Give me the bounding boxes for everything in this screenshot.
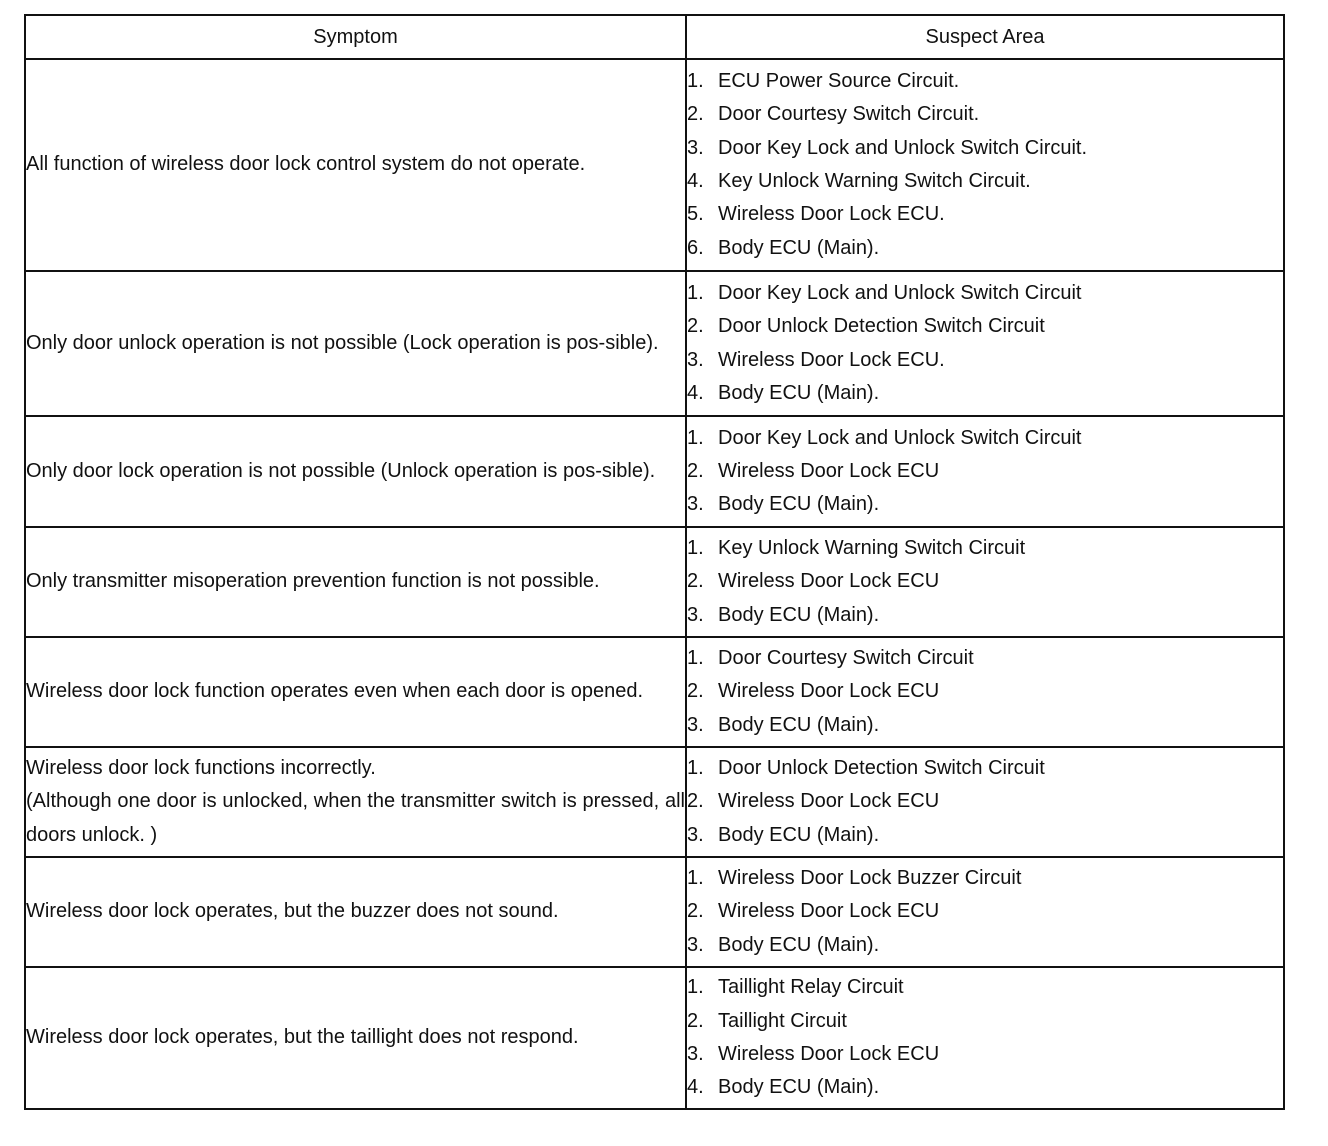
suspect-area-item-number: 3. bbox=[687, 348, 704, 371]
table-row bbox=[25, 857, 1284, 967]
suspect-area-item-number: 1. bbox=[687, 976, 704, 999]
suspect-area-item bbox=[687, 198, 1283, 231]
symptom-cell bbox=[25, 271, 686, 416]
suspect-area-item-number: 3. bbox=[687, 603, 704, 626]
suspect-area-list bbox=[687, 752, 1283, 852]
suspect-area-item bbox=[687, 752, 1283, 785]
suspect-area-item bbox=[687, 377, 1283, 410]
suspect-area-list bbox=[687, 277, 1283, 410]
suspect-area-item-text: Key Unlock Warning Switch Circuit. bbox=[718, 170, 1031, 192]
suspect-area-item bbox=[687, 785, 1283, 818]
suspect-area-item bbox=[687, 165, 1283, 198]
column-header-suspect-area: Suspect Area bbox=[686, 15, 1284, 59]
suspect-area-cell bbox=[686, 527, 1284, 637]
suspect-area-item bbox=[687, 675, 1283, 708]
suspect-area-item-number: 1. bbox=[687, 647, 704, 670]
suspect-area-item-text: Wireless Door Lock ECU bbox=[718, 570, 940, 593]
symptom-text: Wireless door lock function operates even when each door is opened. bbox=[26, 680, 644, 703]
suspect-area-item-number: 2. bbox=[687, 1009, 704, 1032]
diagnosis-table bbox=[24, 14, 1285, 1110]
suspect-area-cell bbox=[686, 271, 1284, 416]
suspect-area-item-text: Wireless Door Lock ECU bbox=[718, 680, 940, 703]
suspect-area-item-text: Body ECU (Main). bbox=[718, 713, 880, 736]
table-row bbox=[25, 59, 1284, 271]
suspect-area-cell bbox=[686, 967, 1284, 1109]
suspect-area-item-text: Wireless Door Lock ECU. bbox=[718, 203, 945, 226]
table-row bbox=[25, 637, 1284, 747]
suspect-area-cell bbox=[686, 857, 1284, 967]
suspect-area-list bbox=[687, 532, 1283, 632]
suspect-area-item bbox=[687, 98, 1283, 131]
suspect-area-item-number: 2. bbox=[687, 459, 704, 482]
suspect-area-item-text: Door Key Lock and Unlock Switch Circuit. bbox=[718, 136, 1088, 159]
suspect-area-item-text: Taillight Relay Circuit bbox=[718, 976, 904, 999]
table-body bbox=[25, 59, 1284, 1109]
table-row bbox=[25, 527, 1284, 637]
suspect-area-item bbox=[687, 232, 1283, 265]
suspect-area-item-text: Wireless Door Lock ECU bbox=[718, 459, 940, 482]
suspect-area-item-text: Body ECU (Main). bbox=[718, 381, 880, 404]
suspect-area-item bbox=[687, 819, 1283, 852]
suspect-area-item-text: Wireless Door Lock ECU bbox=[718, 1043, 940, 1065]
table-row bbox=[25, 416, 1284, 527]
suspect-area-item bbox=[687, 488, 1283, 521]
suspect-area-item bbox=[687, 532, 1283, 565]
suspect-area-item-number: 4. bbox=[687, 170, 704, 192]
suspect-area-item bbox=[687, 929, 1283, 962]
symptom-cell bbox=[25, 857, 686, 967]
table-header-row bbox=[25, 15, 1284, 59]
suspect-area-item-number: 4. bbox=[687, 381, 704, 404]
suspect-area-item-number: 1. bbox=[687, 867, 704, 890]
suspect-area-item-number: 2. bbox=[687, 103, 704, 126]
suspect-area-item bbox=[687, 1071, 1283, 1104]
suspect-area-item-number: 4. bbox=[687, 1076, 704, 1099]
suspect-area-item-number: 1. bbox=[687, 757, 704, 780]
suspect-area-cell bbox=[686, 637, 1284, 747]
suspect-area-item-text: Body ECU (Main). bbox=[718, 823, 880, 846]
suspect-area-item-number: 2. bbox=[687, 680, 704, 703]
column-header-symptom: Symptom bbox=[25, 15, 686, 59]
suspect-area-item bbox=[687, 862, 1283, 895]
suspect-area-item-text: Wireless Door Lock ECU. bbox=[718, 348, 945, 371]
suspect-area-item-text: Taillight Circuit bbox=[718, 1009, 847, 1032]
suspect-area-item-number: 5. bbox=[687, 203, 704, 226]
suspect-area-item bbox=[687, 971, 1283, 1004]
symptom-cell bbox=[25, 416, 686, 527]
suspect-area-item-number: 2. bbox=[687, 790, 704, 813]
suspect-area-item-number: 1. bbox=[687, 281, 704, 304]
suspect-area-cell bbox=[686, 59, 1284, 271]
suspect-area-item-text: Door Courtesy Switch Circuit. bbox=[718, 103, 980, 126]
suspect-area-item-number: 2. bbox=[687, 315, 704, 338]
suspect-area-item bbox=[687, 310, 1283, 343]
suspect-area-cell bbox=[686, 747, 1284, 857]
suspect-area-item-text: Door Unlock Detection Switch Circuit bbox=[718, 315, 1045, 338]
suspect-area-item-text: Body ECU (Main). bbox=[718, 236, 880, 259]
symptom-cell bbox=[25, 637, 686, 747]
table-row bbox=[25, 747, 1284, 857]
suspect-area-item-number: 3. bbox=[687, 493, 704, 516]
suspect-area-list bbox=[687, 971, 1283, 1104]
suspect-area-item-number: 2. bbox=[687, 900, 704, 923]
suspect-area-list bbox=[687, 422, 1283, 522]
suspect-area-cell bbox=[686, 416, 1284, 527]
suspect-area-item-text: Body ECU (Main). bbox=[718, 933, 880, 956]
symptom-text: Only transmitter misoperation prevention function is not possible. bbox=[26, 570, 600, 593]
suspect-area-item bbox=[687, 65, 1283, 98]
suspect-area-item-text: Wireless Door Lock ECU bbox=[718, 790, 940, 813]
suspect-area-item-text: Door Key Lock and Unlock Switch Circuit bbox=[718, 281, 1082, 304]
suspect-area-item-text: Body ECU (Main). bbox=[718, 1076, 880, 1099]
suspect-area-item-text: Door Courtesy Switch Circuit bbox=[718, 647, 974, 670]
suspect-area-item-number: 3. bbox=[687, 823, 704, 846]
symptom-cell bbox=[25, 59, 686, 271]
suspect-area-item-text: Body ECU (Main). bbox=[718, 603, 880, 626]
suspect-area-item bbox=[687, 709, 1283, 742]
symptom-text: Only door unlock operation is not possible (Lock operation is pos-sible). bbox=[26, 331, 659, 354]
symptom-text: Wireless door lock functions incorrectly. bbox=[26, 757, 376, 780]
symptom-cell bbox=[25, 527, 686, 637]
suspect-area-list bbox=[687, 862, 1283, 962]
suspect-area-item bbox=[687, 895, 1283, 928]
suspect-area-list bbox=[687, 65, 1283, 265]
suspect-area-list bbox=[687, 642, 1283, 742]
suspect-area-item-number: 2. bbox=[687, 570, 704, 593]
suspect-area-item bbox=[687, 344, 1283, 377]
table-row bbox=[25, 967, 1284, 1109]
suspect-area-item-number: 1. bbox=[687, 70, 704, 93]
symptom-text: Wireless door lock operates, but the buzzer does not sound. bbox=[26, 900, 559, 923]
suspect-area-item-number: 3. bbox=[687, 713, 704, 736]
suspect-area-item-text: Wireless Door Lock ECU bbox=[718, 900, 940, 923]
suspect-area-item-number: 3. bbox=[687, 136, 704, 159]
suspect-area-item-number: 6. bbox=[687, 236, 704, 259]
suspect-area-item-text: Key Unlock Warning Switch Circuit bbox=[718, 537, 1026, 560]
suspect-area-item-number: 1. bbox=[687, 426, 704, 449]
symptom-text: (Although one door is unlocked, when the transmitter switch is pressed, all doors unlock. ) bbox=[26, 790, 685, 846]
suspect-area-item-text: ECU Power Source Circuit. bbox=[718, 70, 960, 93]
suspect-area-item bbox=[687, 1038, 1283, 1071]
suspect-area-item bbox=[687, 599, 1283, 632]
suspect-area-item bbox=[687, 422, 1283, 455]
suspect-area-item bbox=[687, 1005, 1283, 1038]
symptom-cell bbox=[25, 747, 686, 857]
suspect-area-item bbox=[687, 277, 1283, 310]
suspect-area-item bbox=[687, 642, 1283, 675]
suspect-area-item-number: 3. bbox=[687, 933, 704, 956]
symptom-text: Only door lock operation is not possible (Unlock operation is pos-sible). bbox=[26, 459, 656, 482]
symptom-text: Wireless door lock operates, but the taillight does not respond. bbox=[26, 1026, 579, 1049]
suspect-area-item-number: 1. bbox=[687, 537, 704, 560]
suspect-area-item bbox=[687, 565, 1283, 598]
suspect-area-item bbox=[687, 455, 1283, 488]
suspect-area-item-text: Door Key Lock and Unlock Switch Circuit bbox=[718, 426, 1082, 449]
suspect-area-item-text: Door Unlock Detection Switch Circuit bbox=[718, 757, 1045, 780]
table-row bbox=[25, 271, 1284, 416]
symptom-text: All function of wireless door lock control system do not operate. bbox=[26, 153, 586, 176]
symptom-cell bbox=[25, 967, 686, 1109]
suspect-area-item bbox=[687, 132, 1283, 165]
suspect-area-item-number: 3. bbox=[687, 1043, 704, 1065]
suspect-area-item-text: Body ECU (Main). bbox=[718, 493, 880, 516]
suspect-area-item-text: Wireless Door Lock Buzzer Circuit bbox=[718, 867, 1022, 890]
